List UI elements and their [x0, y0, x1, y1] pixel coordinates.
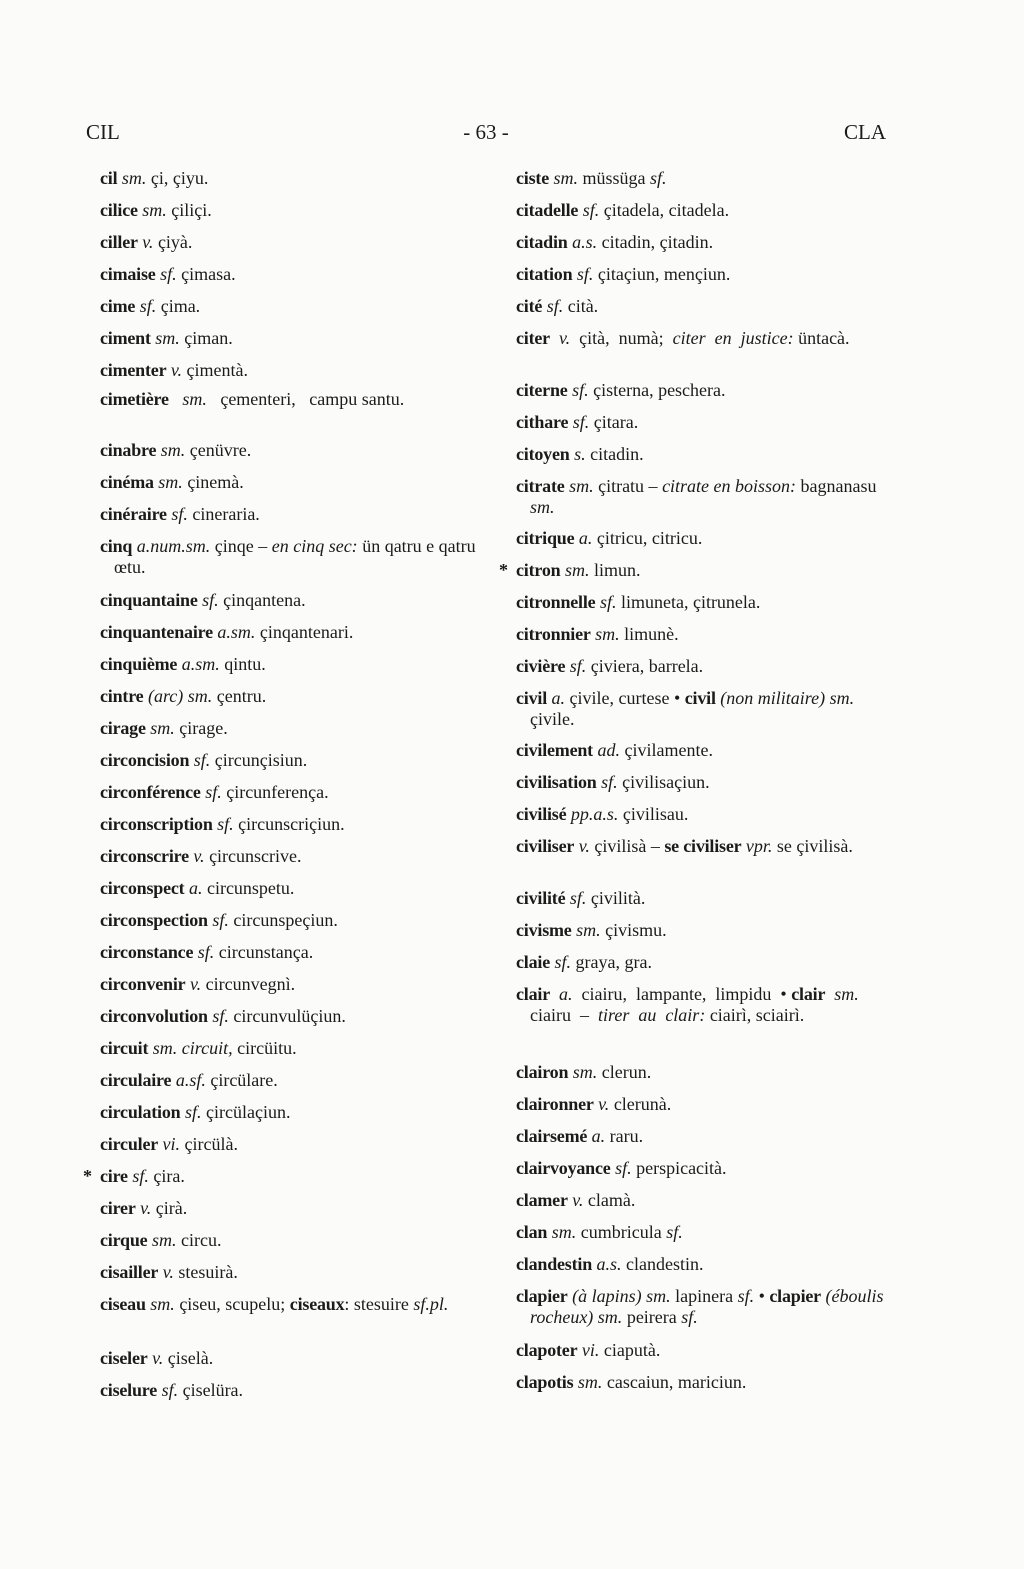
dictionary-entry: cinquième a.sm. qintu. — [100, 654, 266, 674]
dictionary-entry: cinquantaine sf. çinqantena. — [100, 590, 306, 610]
dictionary-entry: citer v. çità, numà; citer en justice: üntacà. — [516, 328, 850, 348]
dictionary-entry: civilisé pp.a.s. çivilisau. — [516, 804, 689, 824]
dictionary-entry: citadelle sf. çitadela, citadela. — [516, 200, 730, 220]
dictionary-entry: * cire sf. çira. — [83, 1166, 185, 1186]
dictionary-entry: circonspect a. circunspetu. — [100, 878, 295, 898]
header-right-guideword: CLA — [844, 120, 886, 144]
dictionary-entry: claironner v. clerunà. — [516, 1094, 672, 1114]
dictionary-entry: cirer v. çirà. — [100, 1198, 188, 1218]
dictionary-entry: clapier (à lapins) sm. lapinera sf. • clapier (éboulis rocheux) sm. peirera sf. — [516, 1286, 888, 1327]
dictionary-entry: circoncision sf. çircunçisiun. — [100, 750, 308, 770]
dictionary-entry: civilement ad. çivilamente. — [516, 740, 713, 760]
dictionary-entry: citronnelle sf. limuneta, çitrunela. — [516, 592, 761, 612]
dictionary-entry: cirage sm. çirage. — [100, 718, 228, 738]
dictionary-entry: circonstance sf. circunstança. — [100, 942, 314, 962]
dictionary-entry: clairon sm. clerun. — [516, 1062, 652, 1082]
dictionary-entry: ciment sm. çiman. — [100, 328, 233, 348]
dictionary-entry: cité sf. cità. — [516, 296, 599, 316]
dictionary-entry: clandestin a.s. clandestin. — [516, 1254, 704, 1274]
dictionary-entry: citrique a. çitricu, citricu. — [516, 528, 703, 548]
dictionary-entry: civilité sf. çivilità. — [516, 888, 646, 908]
dictionary-entry: ciste sm. müssüga sf. — [516, 168, 667, 188]
dictionary-entry: civiliser v. çivilisà – se civiliser vpr. se çivilisà. — [516, 836, 853, 856]
dictionary-entry: civière sf. çiviera, barrela. — [516, 656, 704, 676]
dictionary-entry: cinéma sm. çinemà. — [100, 472, 244, 492]
dictionary-entry: citoyen s. citadin. — [516, 444, 644, 464]
dictionary-entry: ciselure sf. çiselüra. — [100, 1380, 244, 1400]
dictionary-entry: cimetière sm. çementeri, campu santu. — [100, 389, 405, 409]
dictionary-entry: cinquantenaire a.sm. çinqantenari. — [100, 622, 354, 642]
dictionary-entry: cintre (arc) sm. çentru. — [100, 686, 267, 706]
dictionary-entry: citerne sf. çisterna, peschera. — [516, 380, 726, 400]
dictionary-entry: civisme sm. çivismu. — [516, 920, 667, 940]
dictionary-entry: civil a. çivile, curtese • civil (non militaire) sm. çivile. — [516, 688, 859, 729]
dictionary-entry: civilisation sf. çivilisaçiun. — [516, 772, 710, 792]
header-left-guideword: CIL — [86, 120, 120, 144]
dictionary-entry: cinabre sm. çenüvre. — [100, 440, 252, 460]
dictionary-entry: circuler vi. çircülà. — [100, 1134, 239, 1154]
dictionary-entry: clamer v. clamà. — [516, 1190, 636, 1210]
dictionary-entry: ciller v. çiyà. — [100, 232, 193, 252]
asterisk-marker: * — [83, 1166, 92, 1186]
asterisk-marker: * — [499, 560, 508, 580]
dictionary-entry: cinq a.num.sm. çinqe – en cinq sec: ün qatru e qatru œtu. — [100, 536, 481, 577]
dictionary-entry: cil sm. çi, çiyu. — [100, 168, 209, 188]
dictionary-entry: cithare sf. çitara. — [516, 412, 639, 432]
dictionary-entry: circulaire a.sf. çircülare. — [100, 1070, 278, 1090]
page-number: - 63 - — [463, 120, 509, 144]
dictionary-entry: citadin a.s. citadin, çitadin. — [516, 232, 714, 252]
dictionary-entry: circonscrire v. çircunscrive. — [100, 846, 302, 866]
dictionary-entry: clapoter vi. ciaputà. — [516, 1340, 661, 1360]
dictionary-entry: * citron sm. limun. — [499, 560, 641, 580]
dictionary-entry: circulation sf. çircülaçiun. — [100, 1102, 291, 1122]
dictionary-entry: clapotis sm. cascaiun, mariciun. — [516, 1372, 747, 1392]
dictionary-entry: cirque sm. circu. — [100, 1230, 222, 1250]
dictionary-entry: circonvenir v. circunvegnì. — [100, 974, 296, 994]
dictionary-entry: clair a. ciairu, lampante, limpidu • clair sm. ciairu – tirer au clair: ciairì, sciairì. — [516, 984, 868, 1025]
dictionary-entry: ciseau sm. çiseu, scupelu; ciseaux: stesuire sf.pl. — [100, 1294, 449, 1314]
dictionary-entry: citation sf. çitaçiun, mençiun. — [516, 264, 731, 284]
dictionary-entry: clairvoyance sf. perspicacità. — [516, 1158, 727, 1178]
dictionary-entry: cilice sm. çiliçi. — [100, 200, 212, 220]
dictionary-entry: circuit sm. circuit, circüitu. — [100, 1038, 297, 1058]
dictionary-entry: clairsemé a. raru. — [516, 1126, 644, 1146]
dictionary-entry: citronnier sm. limunè. — [516, 624, 679, 644]
dictionary-entry: cimaise sf. çimasa. — [100, 264, 236, 284]
dictionary-entry: citrate sm. çitratu – citrate en boisson: bagnanasu sm. — [516, 476, 882, 517]
dictionary-entry: cisailler v. stesuirà. — [100, 1262, 238, 1282]
dictionary-entry: circonscription sf. çircunscriçiun. — [100, 814, 345, 834]
dictionary-entry: cime sf. çima. — [100, 296, 201, 316]
dictionary-entry: circonspection sf. circunspeçiun. — [100, 910, 338, 930]
dictionary-entry: circonférence sf. çircunferença. — [100, 782, 329, 802]
dictionary-entry: cimenter v. çimentà. — [100, 360, 248, 380]
page-header — [86, 120, 886, 150]
dictionary-entry: clan sm. cumbricula sf. — [516, 1222, 683, 1242]
dictionary-entry: cinéraire sf. cineraria. — [100, 504, 260, 524]
dictionary-entry: circonvolution sf. circunvulüçiun. — [100, 1006, 346, 1026]
dictionary-entry: ciseler v. çiselà. — [100, 1348, 214, 1368]
dictionary-entry: claie sf. graya, gra. — [516, 952, 652, 972]
